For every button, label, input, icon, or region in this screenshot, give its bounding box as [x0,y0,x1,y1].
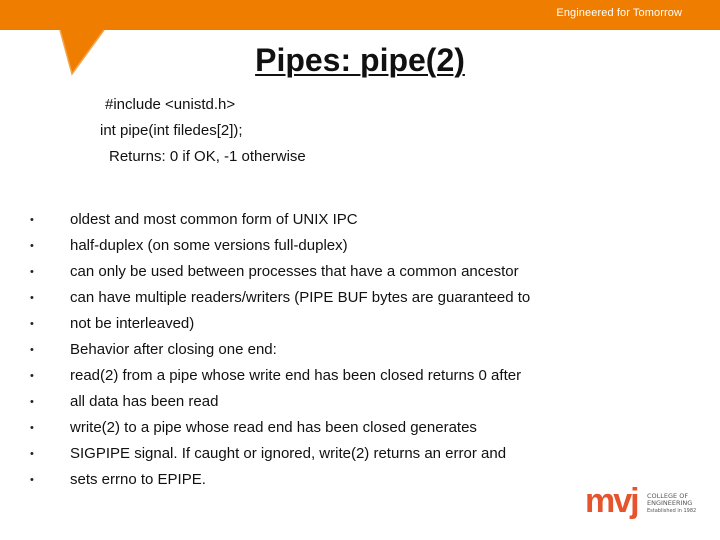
list-item: • read(2) from a pipe whose write end has been closed returns 0 after [28,363,530,389]
code-line-prototype: int pipe(int filedes[2]); [100,122,243,139]
code-line-include: #include <unistd.h> [105,96,236,113]
logo-line-1: COLLEGE OF [647,492,689,500]
bullet-icon: • [30,422,34,434]
bullet-icon: • [30,266,34,278]
bullet-icon: • [30,214,34,226]
list-item: • write(2) to a pipe whose read end has been closed generates [28,415,530,441]
list-item: • can only be used between processes that have a common ancestor [28,259,530,285]
slide-title: Pipes: pipe(2) [255,42,465,78]
list-item: • Behavior after closing one end: [28,337,530,363]
bullet-icon: • [30,448,34,460]
bullet-icon: • [30,474,34,486]
bullet-icon: • [30,292,34,304]
logo-mark: mvj [585,482,638,520]
logo-line-3: Established in 1982 [647,508,697,514]
bullet-icon: • [30,240,34,252]
list-item: • SIGPIPE signal. If caught or ignored, write(2) returns an error and [28,441,530,467]
logo-line-2: ENGINEERING [647,499,693,507]
header-tagline: Engineered for Tomorrow [556,7,682,19]
list-item: • half-duplex (on some versions full-duplex) [28,233,530,259]
bullet-icon: • [30,396,34,408]
list-item: • can have multiple readers/writers (PIPE BUF bytes are guaranteed to [28,285,530,311]
bullet-icon: • [30,370,34,382]
list-item: • all data has been read [28,389,530,415]
code-line-returns: Returns: 0 if OK, -1 otherwise [109,148,306,165]
list-item: • sets errno to EPIPE. [28,467,530,493]
bullet-icon: • [30,344,34,356]
bullet-list [28,207,530,493]
list-item: • oldest and most common form of UNIX IPC [28,207,530,233]
bullet-icon: • [30,318,34,330]
list-item: • not be interleaved) [28,311,530,337]
college-logo [585,482,697,530]
